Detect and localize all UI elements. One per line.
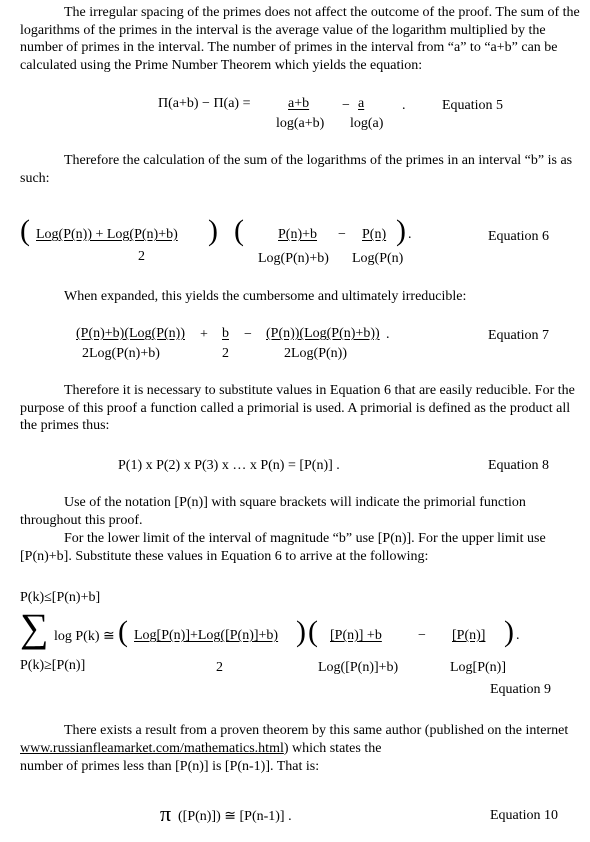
eq10-expression: ([P(n)]) ≅ [P(n-1)] . (178, 809, 292, 824)
paragraph-proven-theorem (20, 722, 580, 757)
eq9-paren-open-2: ( (308, 615, 318, 648)
eq9-summation-symbol: ∑ (20, 605, 49, 650)
eq5-minus: − (342, 98, 350, 113)
eq9-den1: 2 (216, 660, 223, 675)
eq7-plus: + (200, 327, 208, 342)
eq8-label: Equation 8 (488, 458, 550, 473)
eq9-dot: . (516, 628, 520, 643)
eq5-den2: log(a) (350, 116, 384, 131)
theorem-text-start: There exists a result from a proven theorem by this same author (published on the internet (64, 723, 569, 738)
eq9-upper-limit: P(k)≤[P(n)+b] (20, 590, 101, 605)
eq6-paren-open-1: ( (20, 214, 30, 247)
eq6-num2: P(n)+b (278, 227, 318, 242)
eq6-den1: 2 (138, 249, 145, 264)
eq7-minus: − (244, 327, 252, 342)
theorem-text-end: ) which states the (283, 740, 382, 756)
eq6-label: Equation 6 (488, 229, 550, 244)
eq10-pi-symbol: π (160, 801, 172, 826)
eq6-num3: P(n) (362, 227, 387, 242)
eq5-den1: log(a+b) (276, 116, 325, 131)
eq5-lhs: Π(a+b) − Π(a) = (158, 96, 251, 111)
eq10-label: Equation 10 (490, 808, 559, 823)
eq7-num1: (P(n)+b)(Log(P(n)) (76, 326, 185, 341)
eq7-label: Equation 7 (488, 328, 550, 343)
author-website-link[interactable]: www.russianfleamarket.com/mathematics.html (20, 740, 284, 756)
paragraph-notation: Use of the notation [P(n)] with square brackets will indicate the primorial function throughout this proof. (20, 495, 526, 528)
eq9-paren-close-2: ) (504, 615, 514, 648)
paragraph-sum-calculation: Therefore the calculation of the sum of the logarithms of the primes in an interval “b” is as such: (20, 153, 573, 186)
eq6-paren-close-2: ) (396, 214, 406, 247)
eq6-den2: Log(P(n)+b) (258, 251, 329, 266)
eq9-lower-limit: P(k)≥[P(n)] (20, 658, 86, 673)
eq9-paren-close-1: ) (296, 615, 306, 648)
eq6-paren-close-1: ) (208, 214, 218, 247)
eq9-num2: [P(n)] +b (330, 628, 382, 643)
eq9-log-term: log P(k) ≅ (54, 629, 115, 644)
eq7-dot: . (386, 327, 390, 342)
eq7-den2: 2 (222, 346, 229, 361)
paragraph-limits: For the lower limit of the interval of magnitude “b” use [P(n)]. For the upper limit use [P(n)+b]. Substitute these values in Equation 6 to arrive at the following: (20, 531, 546, 564)
paragraph-prime-count: number of primes less than [P(n)] is [P(n-1)]. That is: (20, 759, 320, 774)
eq6-minus: − (338, 227, 346, 242)
eq9-paren-open-1: ( (118, 615, 128, 648)
eq5-num1: a+b (288, 96, 310, 111)
eq7-den3: 2Log(P(n)) (284, 346, 347, 361)
eq5-dot: . (402, 98, 406, 113)
eq6-num1: Log(P(n)) + Log(P(n)+b) (36, 227, 178, 242)
eq5-num2: a (358, 96, 365, 111)
eq6-dot: . (408, 227, 412, 242)
paragraph-prime-spacing: The irregular spacing of the primes does not affect the outcome of the proof. The sum of the logarithms of the primes in the interval is the average value of the logarithm multiplied by the number of primes in the interval. The number of primes in the interval from “a” to “a+b” can be calculated using the Prime Number Theorem which yields the equation: (20, 5, 580, 73)
paragraph-primorial-definition: Therefore it is necessary to substitute values in Equation 6 that are easily reducible. For the purpose of this proof a function called a primorial is used. A primorial is defined as the product all the primes thus: (20, 383, 575, 433)
eq7-num2: b (222, 326, 229, 341)
paragraph-expanded: When expanded, this yields the cumbersome and ultimately irreducible: (64, 289, 467, 304)
eq9-num3: [P(n)] (452, 628, 486, 643)
eq9-den2: Log([P(n)]+b) (318, 660, 399, 675)
eq9-label: Equation 9 (490, 682, 552, 697)
eq6-den3: Log(P(n) (352, 251, 404, 266)
eq7-num3: (P(n))(Log(P(n)+b)) (266, 326, 380, 341)
eq9-num1: Log[P(n)]+Log([P(n)]+b) (134, 628, 279, 643)
eq8-expression: P(1) x P(2) x P(3) x … x P(n) = [P(n)] . (118, 458, 340, 473)
eq9-den3: Log[P(n)] (450, 660, 506, 675)
eq7-den1: 2Log(P(n)+b) (82, 346, 160, 361)
eq5-label: Equation 5 (442, 98, 504, 113)
eq9-minus: − (418, 628, 426, 643)
eq6-paren-open-2: ( (234, 214, 244, 247)
